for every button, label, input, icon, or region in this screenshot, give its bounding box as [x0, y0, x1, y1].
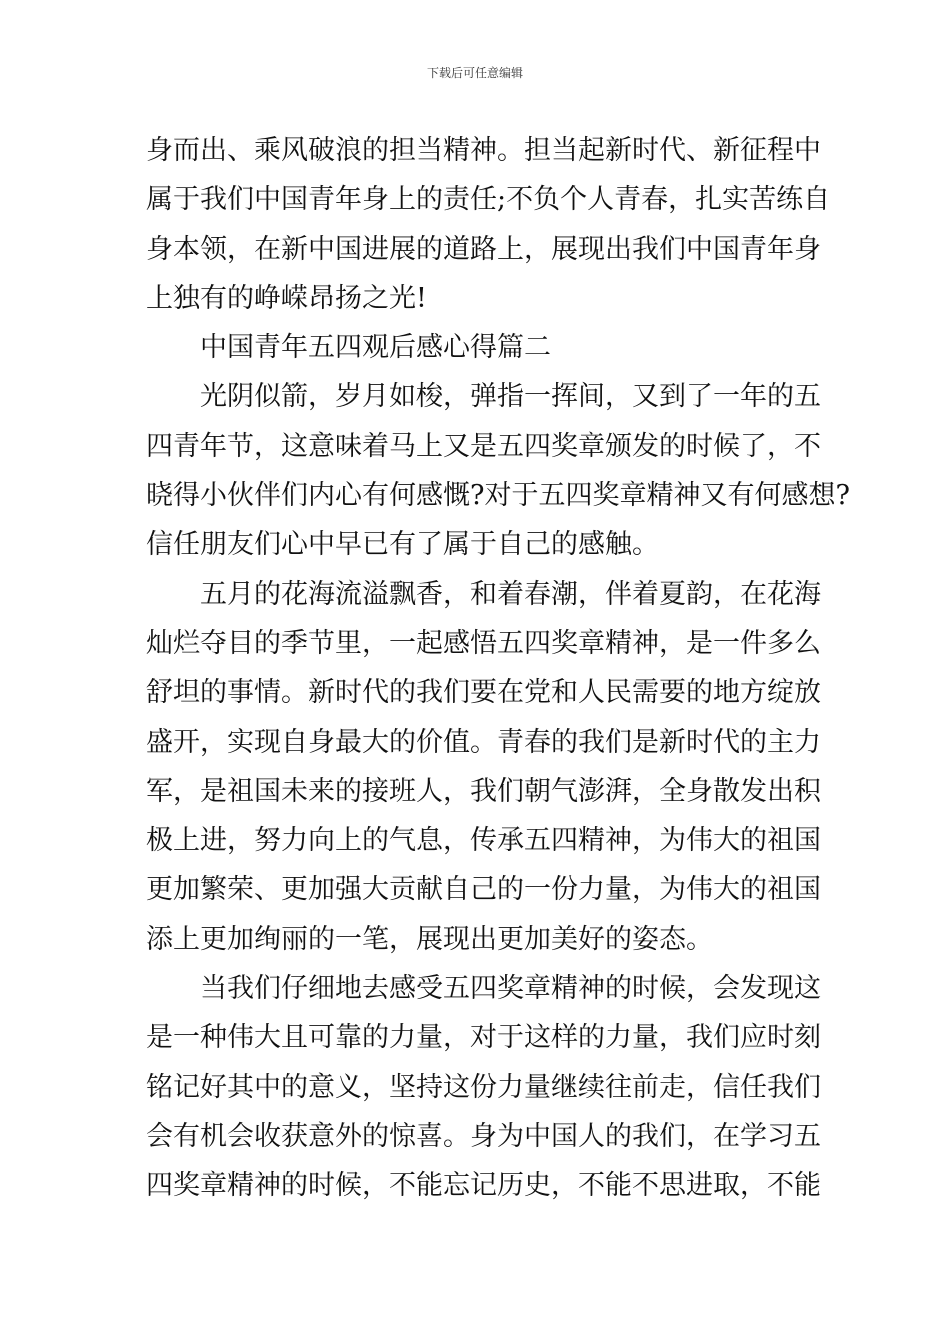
text-line: 信任朋友们心中早已有了属于自己的感触。 — [146, 529, 659, 561]
text-line: 添上更加绚丽的一笔，展现出更加美好的姿态。 — [146, 923, 713, 955]
text-line: 四奖章精神的时候，不能忘记历史，不能不思进取，不能 — [146, 1170, 821, 1202]
text-line: 军，是祖国未来的接班人，我们朝气澎湃，全身散发出积 — [146, 775, 821, 807]
text-line: 极上进，努力向上的气息，传承五四精神，为伟大的祖国 — [146, 825, 821, 857]
text-line: 会有机会收获意外的惊喜。身为中国人的我们，在学习五 — [146, 1120, 821, 1152]
text-line: 晓得小伙伴们内心有何感慨?对于五四奖章精神又有何感想? — [146, 480, 850, 512]
text-line: 更加繁荣、更加强大贡献自己的一份力量，为伟大的祖国 — [146, 874, 821, 906]
text-line: 灿烂夺目的季节里，一起感悟五四奖章精神，是一件多么 — [146, 627, 821, 659]
text-line: 身而出、乘风破浪的担当精神。担当起新时代、新征程中 — [146, 135, 821, 166]
text-line: 舒坦的事情。新时代的我们要在党和人民需要的地方绽放 — [146, 677, 821, 709]
text-line: 五月的花海流溢飘香，和着春潮，伴着夏韵，在花海 — [200, 578, 821, 610]
text-line: 盛开，实现自身最大的价值。青春的我们是新时代的主力 — [146, 726, 821, 758]
document-body — [146, 126, 850, 1211]
text-line: 铭记好其中的意义，坚持这份力量继续往前走，信任我们 — [146, 1071, 821, 1103]
section-heading: 中国青年五四观后感心得篇二 — [200, 332, 551, 364]
text-line: 身本领，在新中国进展的道路上，展现出我们中国青年身 — [146, 233, 821, 265]
text-line: 属于我们中国青年身上的责任;不负个人青春，扎实苦练自 — [146, 184, 831, 216]
text-line: 上独有的峥嵘昂扬之光! — [146, 282, 427, 314]
text-line: 当我们仔细地去感受五四奖章精神的时候，会发现这 — [200, 973, 821, 1005]
page-header: 下载后可任意编辑 — [426, 66, 523, 80]
text-line: 光阴似箭，岁月如梭，弹指一挥间，又到了一年的五 — [200, 381, 821, 413]
text-line: 是一种伟大且可靠的力量，对于这样的力量，我们应时刻 — [146, 1022, 821, 1054]
text-line: 四青年节，这意味着马上又是五四奖章颁发的时候了，不 — [146, 430, 821, 462]
